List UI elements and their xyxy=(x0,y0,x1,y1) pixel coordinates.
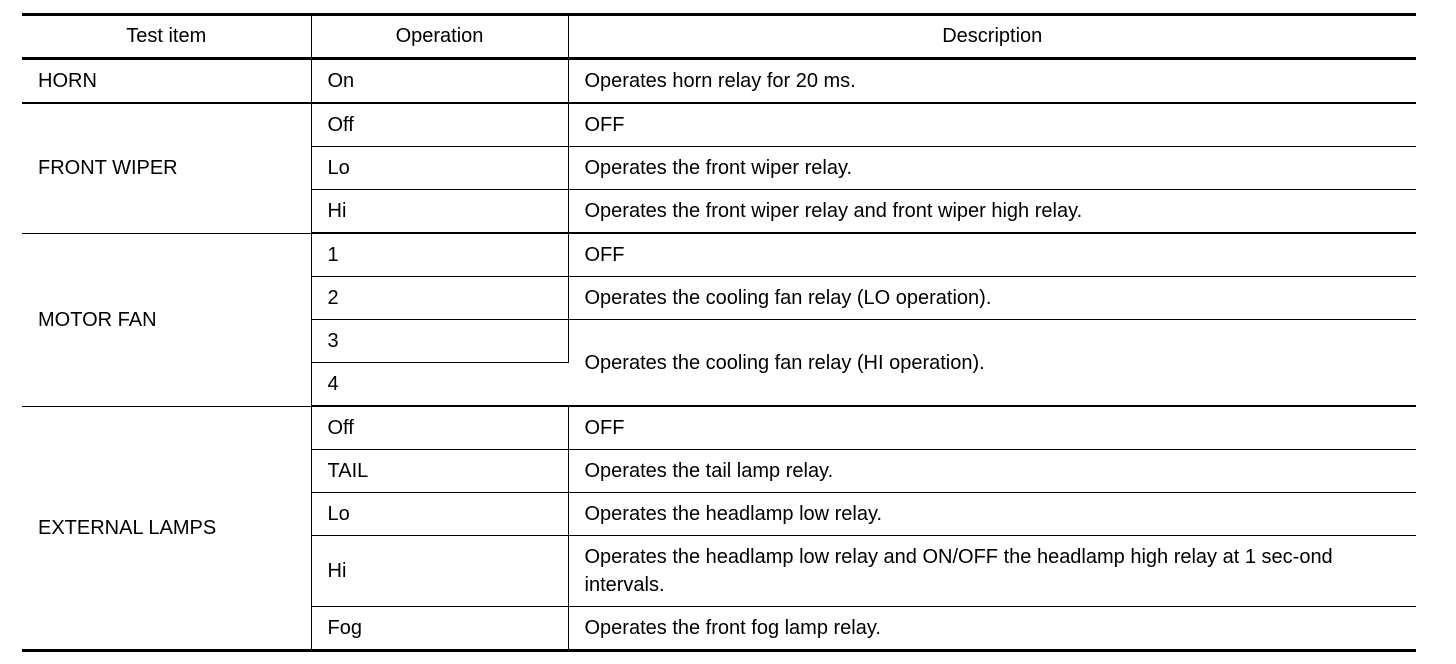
test-item-motor-fan: MOTOR FAN xyxy=(22,233,311,406)
test-item-external-lamps: EXTERNAL LAMPS xyxy=(22,406,311,651)
table-row xyxy=(22,406,1416,450)
description-cell: Operates the cooling fan relay (LO operation). xyxy=(568,277,1416,320)
table-row xyxy=(22,59,1416,104)
header-test-item: Test item xyxy=(22,15,311,59)
test-item-front-wiper: FRONT WIPER xyxy=(22,103,311,233)
table-header-row xyxy=(22,15,1416,59)
test-item-table xyxy=(22,13,1416,652)
description-cell: OFF xyxy=(568,103,1416,147)
description-cell: Operates the front wiper relay and front wiper high relay. xyxy=(568,190,1416,234)
description-cell: Operates horn relay for 20 ms. xyxy=(568,59,1416,104)
header-description: Description xyxy=(568,15,1416,59)
operation-cell: Off xyxy=(311,103,568,147)
operation-cell: Hi xyxy=(311,190,568,234)
table-row xyxy=(22,233,1416,277)
description-cell: Operates the front wiper relay. xyxy=(568,147,1416,190)
operation-cell: Lo xyxy=(311,493,568,536)
description-cell: Operates the front fog lamp relay. xyxy=(584,617,881,639)
test-item-horn: HORN xyxy=(22,59,311,104)
operation-cell: 4 xyxy=(311,363,568,407)
description-cell: Operates the headlamp low relay and ON/OFF the headlamp high relay at 1 sec-ond intervals. xyxy=(568,536,1416,607)
operation-cell: TAIL xyxy=(311,450,568,493)
operation-cell: 3 xyxy=(311,320,568,363)
description-cell: OFF xyxy=(568,233,1416,277)
operation-cell: Hi xyxy=(311,536,568,607)
operation-cell: On xyxy=(311,59,568,104)
operation-cell: 1 xyxy=(311,233,568,277)
description-cell: Operates the headlamp low relay. xyxy=(568,493,1416,536)
operation-cell: Off xyxy=(311,406,568,450)
description-cell: Operates the tail lamp relay. xyxy=(568,450,1416,493)
operation-cell: 2 xyxy=(311,277,568,320)
header-operation: Operation xyxy=(311,15,568,59)
description-cell: Operates the cooling fan relay (HI operation). xyxy=(568,320,1416,407)
table-row xyxy=(22,103,1416,147)
operation-cell: Lo xyxy=(311,147,568,190)
operation-cell: Fog xyxy=(311,607,568,651)
description-cell: OFF xyxy=(568,406,1416,450)
